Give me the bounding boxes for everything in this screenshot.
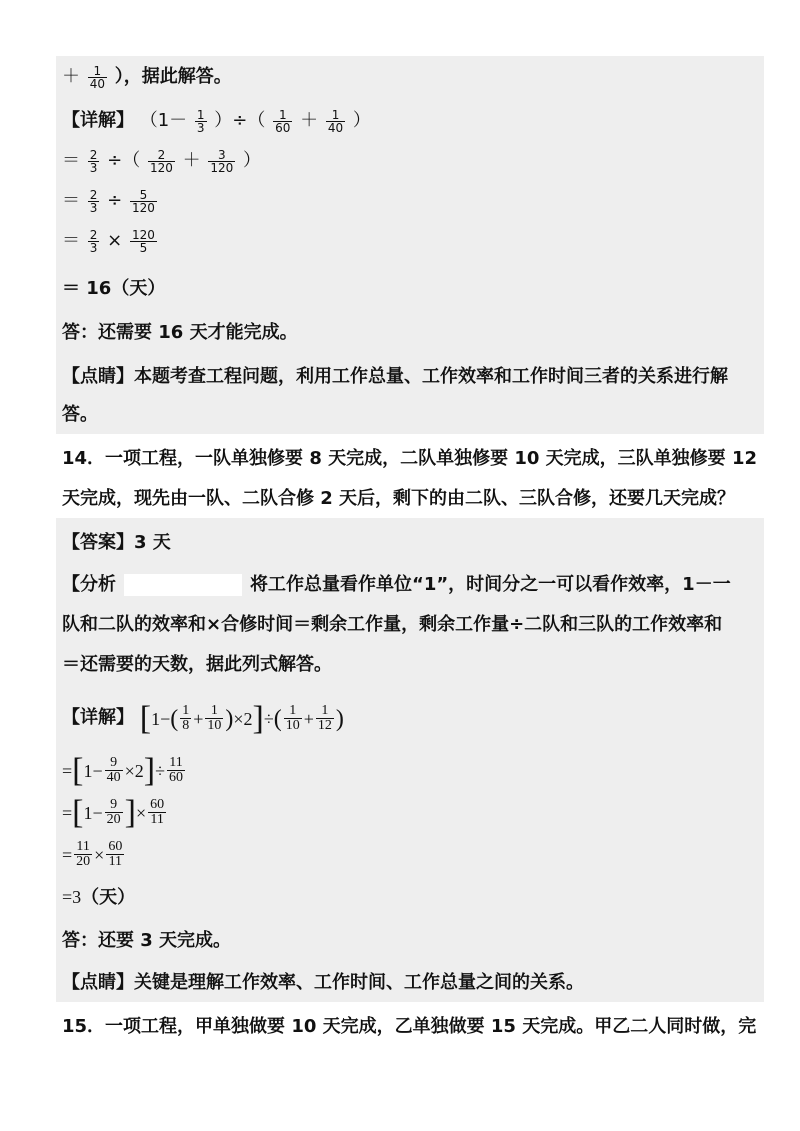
tip-label: 【点睛】 — [62, 366, 134, 387]
fraction: $\frac{1}{60}$ — [275, 107, 291, 135]
answer-label: 【答案】 — [62, 532, 134, 553]
fraction: $\frac{9}{20}$ — [106, 797, 121, 828]
solution-line: ＋ $\frac{1}{40}$ ），据此解答。 — [62, 63, 232, 91]
fraction: $\frac{2}{3}$ — [89, 187, 98, 215]
redaction-box — [124, 574, 242, 596]
step-line: =[1− $\frac{9}{20}$ ]× $\frac{60}{11}$ — [62, 793, 165, 831]
fraction: $\frac{1}{3}$ — [196, 107, 205, 135]
step-line: = $\frac{11}{20}$ × $\frac{60}{11}$ — [62, 839, 123, 870]
answer-line: 答：还要 3 天完成。 — [62, 930, 232, 951]
fraction: $\frac{2}{120}$ — [149, 147, 173, 175]
detail-label: 【详解】 — [62, 110, 134, 131]
fraction: $\frac{1}{40}$ — [327, 107, 344, 135]
fraction: $\frac{120}{5}$ — [131, 227, 155, 255]
fraction: $\frac{1}{12}$ — [317, 703, 332, 734]
tip-line: 【点睛】本题考查工程问题，利用工作总量、工作效率和工作时间三者的关系进行解 — [62, 366, 728, 387]
result-line: =3（天） — [62, 887, 136, 908]
fraction: $\frac{1}{40}$ — [89, 63, 106, 91]
fraction: $\frac{2}{3}$ — [89, 147, 98, 175]
analysis-label: 【分析 — [62, 574, 116, 595]
tip-line: 【点睛】关键是理解工作效率、工作时间、工作总量之间的关系。 — [62, 972, 584, 993]
fraction: $\frac{11}{60}$ — [169, 755, 184, 786]
analysis-line-2: 队和二队的效率和×合修时间＝剩余工作量，剩余工作量÷二队和三队的工作效率和 — [62, 614, 723, 635]
fraction: $\frac{1}{10}$ — [285, 703, 300, 734]
fraction: $\frac{3}{120}$ — [210, 147, 234, 175]
detail-line: 【详解】 （1－ $\frac{1}{3}$ ）÷（ $\frac{1}{60}$ ＋ $\frac{1}{40}$ ） — [62, 107, 371, 135]
detail-label: 【详解】 — [62, 707, 134, 728]
fraction: $\frac{2}{3}$ — [89, 227, 98, 255]
fraction: $\frac{1}{8}$ — [182, 703, 190, 734]
result-line: ＝ 16（天） — [62, 278, 166, 299]
step-line: =[1− $\frac{9}{40}$ ×2]÷ $\frac{11}{60}$ — [62, 751, 184, 789]
detail-line: 【详解】 [1−( $\frac{1}{8}$ + $\frac{1}{10}$ )×2]÷( $\frac{1}{10}$ + $\frac{1}{12}$ ) — [62, 699, 344, 737]
fraction: $\frac{1}{10}$ — [207, 703, 222, 734]
fraction: $\frac{5}{120}$ — [131, 187, 155, 215]
step-line: ＝ $\frac{2}{3}$ × $\frac{120}{5}$ — [62, 227, 155, 255]
question-14-line-1: 14．一项工程，一队单独修要 8 天完成，二队单独修要 10 天完成，三队单独修要 12 — [62, 448, 758, 469]
step-line: ＝ $\frac{2}{3}$ ÷（ $\frac{2}{120}$ ＋ $\frac{3}{120}$ ） — [62, 147, 261, 175]
question-14-line-2: 天完成，现先由一队、二队合修 2 天后，剩下的由二队、三队合修，还要几天完成？ — [62, 488, 736, 509]
step-line: ＝ $\frac{2}{3}$ ÷ $\frac{5}{120}$ — [62, 187, 155, 215]
fraction: $\frac{60}{11}$ — [108, 839, 123, 870]
tip-line-cont: 答。 — [62, 404, 98, 425]
fraction: $\frac{60}{11}$ — [150, 797, 165, 828]
analysis-line-3: ＝还需要的天数，据此列式解答。 — [62, 654, 332, 675]
answer-line: 【答案】3 天 — [62, 532, 171, 553]
fraction: $\frac{9}{40}$ — [106, 755, 121, 786]
answer-line: 答：还需要 16 天才能完成。 — [62, 322, 298, 343]
fraction: $\frac{11}{20}$ — [76, 839, 91, 870]
tip-label: 【点睛】 — [62, 972, 134, 993]
question-15-line-1: 15．一项工程，甲单独做要 10 天完成，乙单独做要 15 天完成。甲乙二人同时做，完 — [62, 1016, 757, 1037]
analysis-line: 【分析 将工作总量看作单位“1”，时间分之一可以看作效率，1－一 — [62, 574, 731, 595]
